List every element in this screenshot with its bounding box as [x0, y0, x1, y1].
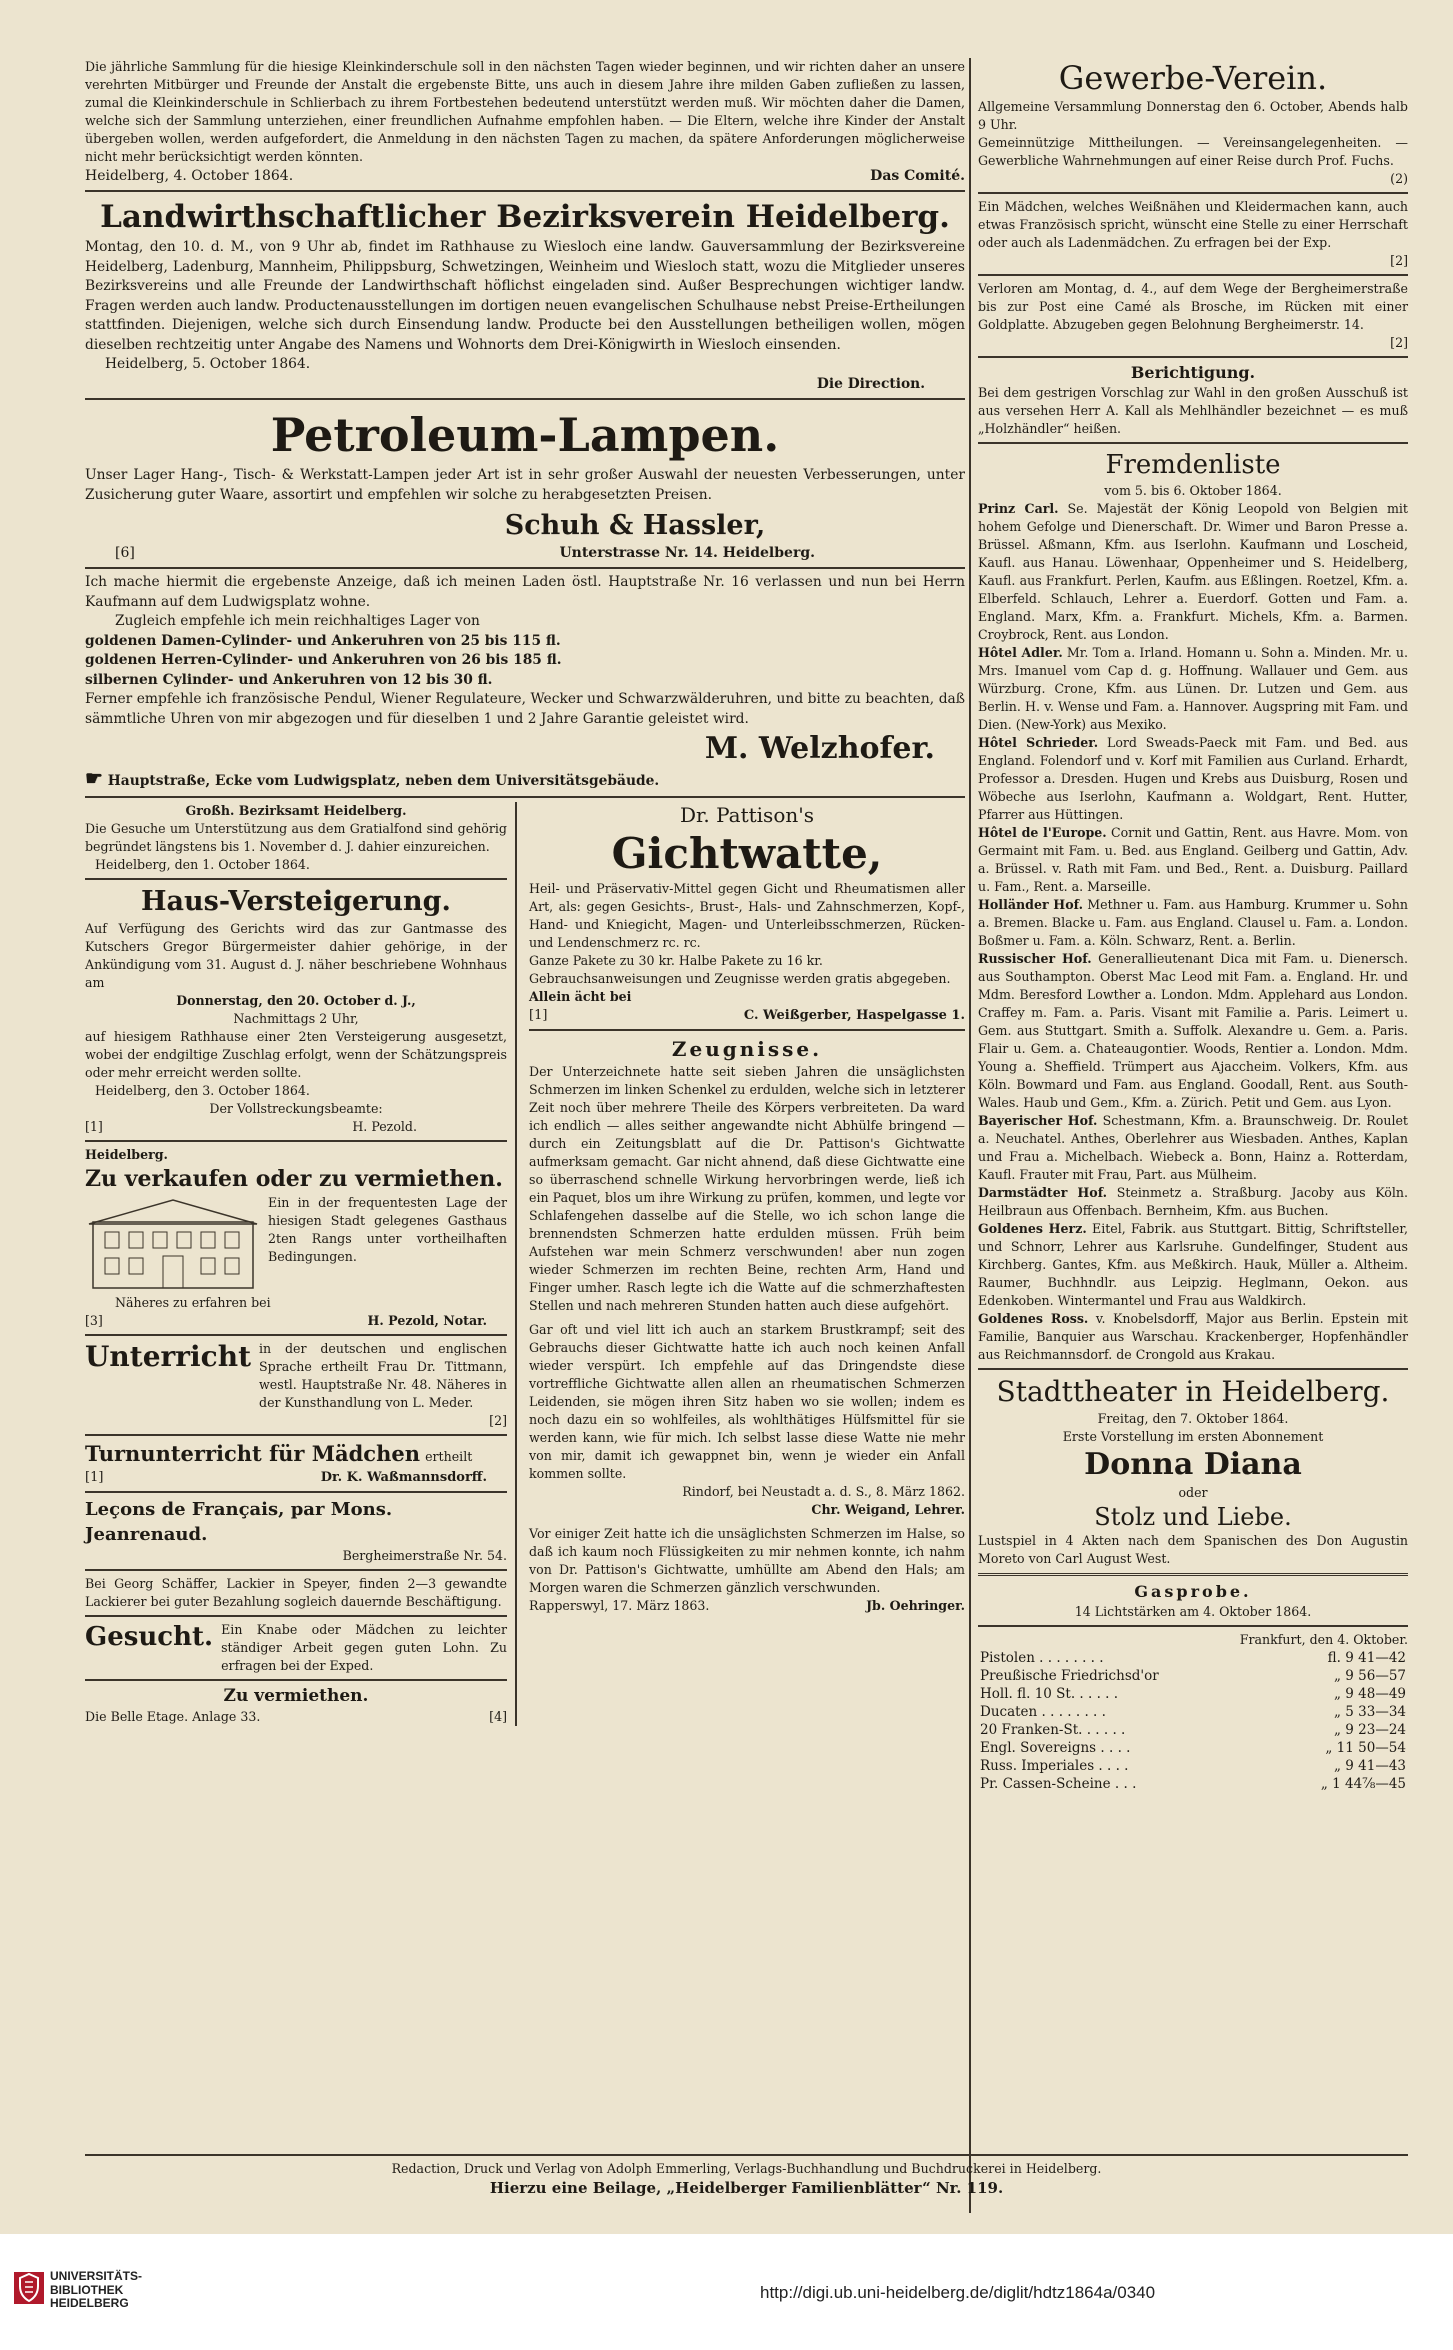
maedchen-text: Ein Mädchen, welches Weißnähen und Kleidermachen kann, auch etwas Französisch spricht, wünscht eine Stelle zu einer Herrschaft oder auch als Ladenmädchen. Zu erfragen bei der Exp.: [978, 199, 1408, 250]
haus-name: H. Pezold.: [352, 1118, 417, 1134]
landwirth-date: Heidelberg, 5. October 1864.: [105, 356, 311, 372]
library-footer: [0, 2234, 1453, 2350]
stadttheater: [978, 1374, 1408, 1568]
petroleum-title: Petroleum-Lampen.: [270, 408, 780, 462]
pointing-hand-icon: ☛: [85, 766, 103, 790]
bezirksamt-date: Heidelberg, den 1. October 1864.: [95, 856, 310, 872]
maedchen-ad: [978, 198, 1408, 270]
imprint: Redaction, Druck und Verlag von Adolph Emmerling, Verlags-Buchhandlung und Buchdruckerei in Heidelberg.: [391, 2161, 1102, 2176]
landwirth-signature: Die Direction.: [816, 375, 925, 392]
landwirth-notice: [85, 196, 965, 394]
pattison-ad: [529, 802, 965, 1025]
landwirth-text: Montag, den 10. d. M., von 9 Uhr ab, findet im Rathhause zu Wiesloch eine landw. Gauversammlung der Bezirksvereine Heidelberg, Ladenburg, Mannheim, Philippsburg, Schwetzingen, Weinheim und Wiesloch statt, wozu die Mitglieder unseres Bezirksvereins und alle Freunde der Landwirthschaft höflichst eingeladen sind. Außer Besprechungen wichtiger landw. Fragen werden auch landw. Productenausstellungen im dortigen neuen evangelischen Schulhause nebst Preise-Ertheilungen stattfinden. Diejenigen, welche sich durch Einsendung landw. Producte bei den Ausstellungen betheiligen wollen, mögen dieselben rechtzeitig unter Angabe des Namens und Wohnorts dem Drei-Königwirth in Wiesloch einsenden.: [85, 239, 965, 353]
kleinkinderschule-text: Die jährliche Sammlung für die hiesige Kleinkinderschule soll in den nächsten Tagen wieder beginnen, und wir richten daher an unsere verehrten Mitbürger und Freunde der Anstalt die ergebenste Bitte, uns auch in diesem Jahre ihre milden Gaben zufließen zu lassen, zumal die Kleinkinderschule in Schlierbach zu ihrem Fortbestehen bedeutend unterstützt werden muß. Wir möchten daher die Damen, welche sich der Sammlung unterziehen, einer freundlichen Aufnahme empfohlen haben. — Die Eltern, welche ihre Kinder der Anstalt übergeben wollen, werden aufgefordert, die Anmeldung in den nächsten Tagen zu machen, da spätere Anforderungen möglicherweise nicht mehr berücksichtigt werden könnten.: [85, 59, 965, 164]
haus-num: [1]: [85, 1118, 103, 1134]
haus-text: Auf Verfügung des Gerichts wird das zur Gantmasse des Kutschers Gregor Bürgermeister dahier gehörige, in der Ankündigung vom 31. August d. J. näher beschriebene Wohnhaus am: [85, 920, 507, 990]
gasprobe: [978, 1581, 1408, 1621]
table-row: Preußische Friedrichsd'or „ 9 56—57: [980, 1668, 1406, 1684]
verloren-ad: [978, 280, 1408, 352]
haus-text-2: auf hiesigem Rathhause einer 2ten Versteigerung ausgesetzt, wobei der endgiltige Zuschlag erfolgt, wenn der Schätzungspreis oder mehr erreicht werden sollte.: [85, 1028, 507, 1080]
berichtigung-text: Bei dem gestrigen Vorschlag zur Wahl in den großen Ausschuß ist aus versehen Herr A. Kall als Mehlhändler bezeichnet — es muß „Holzhändler“ heißen.: [978, 385, 1408, 436]
maedchen-num: [2]: [1390, 253, 1408, 268]
gasthaus-num: [3]: [85, 1312, 103, 1328]
pattison-num: [1]: [529, 1007, 548, 1023]
fremdenliste-entries: [978, 500, 1408, 1364]
pattison-text: Heil- und Präservativ-Mittel gegen Gicht und Rheumatismen aller Art, als: gegen Gesichts-, Brust-, Hals- und Zahnschmerzen, Kopf-, Hand- und Kniegicht, Magen- und Unterleibsschmerzen, Rücken- und Lendenschmerz rc. rc.: [529, 880, 965, 950]
source-url-link[interactable]: http://digi.ub.uni-heidelberg.de/diglit/hdtz1864a/0340: [760, 2283, 1156, 2302]
unterricht-num: [2]: [489, 1412, 507, 1428]
schaeffer-ad: Bei Georg Schäffer, Lackier in Speyer, finden 2—3 gewandte Lackierer bei guter Bezahlung sogleich dauernde Beschäftigung.: [85, 1575, 507, 1609]
small-ads-column: [85, 802, 517, 1726]
haus-date: Donnerstag, den 20. October d. J.,: [176, 992, 416, 1008]
table-row: Holl. fl. 10 St. . . . . . „ 9 48—49: [980, 1686, 1406, 1702]
gasthaus-text: Ein in der frequentesten Lage der hiesigen Stadt gelegenes Gasthaus 2ten Rangs unter vortheilhaften Bedingungen.: [268, 1194, 507, 1264]
theater-play: Donna Diana: [1084, 1447, 1302, 1482]
left-column: [85, 58, 965, 1726]
bezirksamt-title: Großh. Bezirksamt Heidelberg.: [185, 802, 407, 818]
gichtwatte-column: [517, 802, 965, 1726]
lecons-address: Bergheimerstraße Nr. 54.: [342, 1547, 507, 1563]
vermiethen-ad: [85, 1685, 507, 1726]
vermiethen-title: Zu vermiethen.: [223, 1685, 369, 1706]
petroleum-text: Unser Lager Hang-, Tisch- & Werkstatt-Lampen jeder Art ist in sehr großer Auswahl der neuesten Verbesserungen, unter Zusicherung guter Waare, assortirt und empfehlen wir solche zu herabgesetzten Preisen.: [85, 467, 965, 503]
verloren-num: [2]: [1390, 335, 1408, 350]
gesucht-title: Gesucht.: [85, 1621, 214, 1652]
gasthaus-text-2: Näheres zu erfahren bei: [115, 1294, 271, 1310]
verloren-text: Verloren am Montag, d. 4., auf dem Wege der Bergheimerstraße bis zur Post eine Camé als Brosche, im Rücken mit einer Goldplatte. Abzugeben gegen Belohnung Bergheimerstr. 14.: [978, 281, 1408, 332]
pattison-title: Gichtwatte,: [611, 828, 883, 878]
bezirksamt-notice: [85, 802, 507, 874]
table-row: 20 Franken-St. . . . . . „ 9 23—24: [980, 1722, 1406, 1738]
haus-time: Nachmittags 2 Uhr,: [233, 1010, 359, 1026]
theater-oder: oder: [1178, 1485, 1208, 1500]
haus-versteigerung: [85, 884, 507, 1136]
column-divider: [969, 58, 971, 2213]
unterricht-title: Unterricht: [85, 1339, 252, 1373]
bezirksamt-text: Die Gesuche um Unterstützung aus dem Gratialfond sind gehörig begründet längstens bis 1. November d. J. dahier einzureichen.: [85, 820, 507, 854]
zeugnis-2-place: Rindorf, bei Neustadt a. d. S., 8. März 1862.: [682, 1483, 965, 1499]
pattison-gebrauch: Gebrauchsanweisungen und Zeugnisse werden gratis abgegeben.: [529, 970, 951, 986]
fremden-entry: Hôtel Adler. Mr. Tom a. Irland. Homann u. Sohn a. Minden. Mr. u. Mrs. Imanuel vom Cap d. g. Hoffnung. Wallauer und Gem. aus Würzburg. Crone, Kfm. aus Lünen. Dr. Lutzen und Gem. aus Berlin. H. v. Wense und Fam. a. Hannover. Augspring mit Fam. und Dien. (New-York) aus Mexiko.: [978, 645, 1408, 732]
petroleum-address: Unterstrasse Nr. 14. Heidelberg.: [559, 545, 815, 561]
table-row: Engl. Sovereigns . . . . „ 11 50—54: [980, 1740, 1406, 1756]
two-column-section: [85, 802, 965, 1726]
gasthaus-sale: [85, 1146, 507, 1330]
zeugnis-2: Gar oft und viel litt ich auch an starkem Brustkrampf; seit des Gebrauchs dieser Gichtwatte hatte ich auch noch keinen Anfall wieder verspürt. Ich empfehle auf das Dringendste diese vortreffliche Gichtwatte allen allen an rheumatischen Schmerzen Leidenden, sie mögen ihren Sitz haben wo sie wollen; indem es noch dazu ein so wohlfeiles, als wohlthätiges Hülfsmittel für sie werden kann, wie für mich. Ich selbst lasse diese Watte nie mehr von mir, damit ich gewappnet bin, wenn je wieder ein Anfall kommen sollte.: [529, 1321, 965, 1481]
vermiethen-num: [4]: [489, 1708, 507, 1724]
gasthaus-place: Heidelberg.: [85, 1146, 168, 1162]
turn-tail: ertheilt: [425, 1448, 473, 1464]
theater-desc: Lustspiel in 4 Akten nach dem Spanischen des Don Augustin Moreto von Carl August West.: [978, 1533, 1408, 1566]
theater-abo: Erste Vorstellung im ersten Abonnement: [1062, 1429, 1324, 1444]
geldkurse: [978, 1631, 1408, 1793]
gasprobe-title: Gasprobe.: [1134, 1582, 1252, 1601]
zeugnis-3-place: Rapperswyl, 17. März 1863.: [529, 1597, 710, 1613]
zeugnis-1: Der Unterzeichnete hatte seit sieben Jahren die unsäglichsten Schmerzen im linken Schenkel zu erdulden, welche sich in letzterer Zeit noch über mehrere Theile des Körpers verbreiteten. Da ward ich endlich — alles seither angewandte nicht Abhülfe bringend — durch ein Zeitungsblatt auf die Dr. Pattison's Gichtwatte aufmerksam gemacht. Gar nicht ahnend, daß diese Gichtwatte eine so überraschend schnelle Wirkung hervorbringen werde, ließ ich ein Paquet, blos um ihre Wirkung zu prüfen, kommen, und legte vor Schlafengehen dasselbe auf die Stelle, wo ich schon lange die brennendsten Schmerzen hatte erdulden müssen. Früh beim Aufstehen war mein Schmerz verschwunden! aber nun zogen wieder Schmerzen im rechten Beine, rechten Arm, Hand und Finger umher. Rasch legte ich die Watte auf die schmerzhaftesten Stellen und nach mehreren Stunden hatten auch diese aufgehört.: [529, 1063, 965, 1313]
theater-sub: Stolz und Liebe.: [1094, 1503, 1292, 1531]
fremden-entry: Goldenes Ross. v. Knobelsdorff, Major aus Berlin. Epstein mit Familie, Banquier aus Warschau. Krackenberger, Hopfenhändler aus Reichmannsdorf. de Crongold aus Krakau.: [978, 1311, 1408, 1362]
petroleum-ad: [85, 404, 965, 563]
vermiethen-text: Die Belle Etage. Anlage 33.: [85, 1708, 261, 1724]
gasthaus-name: H. Pezold, Notar.: [367, 1312, 487, 1328]
zeugnis-3: Vor einiger Zeit hatte ich die unsäglichsten Schmerzen im Halse, so daß ich kaum noch Flüssigkeiten zu mir nehmen konnte, ich nahm von Dr. Pattison's Gichtwatte, umhüllte am Abend den Hals; am Morgen waren die Schmerzen gänzlich verschwunden.: [529, 1525, 965, 1595]
fremdenliste: [978, 448, 1408, 1364]
unterricht-text: in der deutschen und englischen Sprache ertheilt Frau Dr. Tittmann, westl. Hauptstraße Nr. 48. Näheres in der Kunsthandlung von L. Meder.: [259, 1340, 507, 1410]
berichtigung: [978, 362, 1408, 438]
fremdenliste-title: Fremdenliste: [1105, 450, 1281, 480]
welzhofer-name: M. Welzhofer.: [704, 731, 935, 766]
lecons-ad: [85, 1497, 507, 1565]
fremden-entry: Bayerischer Hof. Schestmann, Kfm. a. Braunschweig. Dr. Roulet a. Neuchatel. Anthes, Oberlehrer aus Wiesbaden. Anthes, Kaplan und Frau a. Michelbach. Wiebeck a. Bonn, Hainz a. Rotterdam, Kaufl. Frauter mit Frau, Part. aus Mülheim.: [978, 1113, 1408, 1182]
gesucht-text: Ein Knabe oder Mädchen zu leichter ständiger Arbeit gegen guten Lohn. Zu erfragen bei der Exped.: [221, 1621, 507, 1673]
haus-place-date: Heidelberg, den 3. October 1864.: [95, 1082, 310, 1098]
haus-title: Haus-Versteigerung.: [141, 885, 451, 917]
pattison-price: Ganze Pakete zu 30 kr. Halbe Pakete zu 16 kr.: [529, 952, 823, 968]
zeugnisse: [529, 1035, 965, 1615]
welzhofer-ad: [85, 573, 965, 792]
fremden-entry: Goldenes Herz. Eitel, Fabrik. aus Stuttgart. Bittig, Schriftsteller, und Schnorr, Lehrer aus Karlsruhe. Gundelfinger, Student aus Kirchberg. Gantes, Kfm. aus Meßkirch. Hauk, Müller a. Altheim. Raumer, Buchhndlr. aus Leipzig. Heglmann, Oekon. aus Edenkoben. Wintermantel und Frau aus Waldkirch.: [978, 1221, 1408, 1308]
kleinkinderschule-signature: Das Comité.: [870, 168, 965, 184]
welzhofer-text-2: Zugleich empfehle ich mein reichhaltiges Lager von: [115, 613, 480, 629]
welzhofer-line-2: goldenen Herren-Cylinder- und Ankeruhren von 26 bis 185 fl.: [85, 652, 562, 668]
right-column: [978, 58, 1408, 1793]
table-row: Pistolen . . . . . . . . fl. 9 41—42: [980, 1650, 1406, 1666]
pattison-heading: Dr. Pattison's: [679, 802, 814, 827]
gasthaus-title: Zu verkaufen oder zu vermiethen.: [85, 1165, 503, 1192]
fremdenliste-sub: vom 5. bis 6. Oktober 1864.: [1104, 483, 1282, 498]
gasthaus-illustration: [85, 1194, 260, 1294]
table-row: Russ. Imperiales . . . . „ 9 41—43: [980, 1758, 1406, 1774]
berichtigung-title: Berichtigung.: [1130, 363, 1256, 382]
gewerbe-text: Allgemeine Versammlung Donnerstag den 6. October, Abends halb 9 Uhr.: [978, 99, 1408, 132]
kleinkinderschule-notice: [85, 58, 965, 186]
imprint-block: [85, 2150, 1408, 2199]
haus-beamter: Der Vollstreckungsbeamte:: [209, 1100, 383, 1116]
fremden-entry: Russischer Hof. Generallieutenant Dica mit Fam. u. Dienersch. aus Southampton. Oberst Mac Leod mit Fam. a. England. Hr. und Mdm. Beresford Lowther a. London. Mdm. Applehard aus London. Craffey m. Fam. a. Paris. Visant mit Familie a. Paris. Leimert u. Gem. aus Stuttgart. Smith a. Suffolk. Alexandre u. Gem. a. Paris. Flair u. Gem. a. Chateaugontier. Woods, Rentier a. London. Mdm. Young a. Sheffield. Trümpert aus Ajaccheim. Volkers, Kfm. aus Köln. Bowmard und Fam. aus England. Goodall, Rent. aus South-Wales. Haub und Gem., Kfm. a. Zürich. Petit und Gem. aus Lyon.: [978, 951, 1408, 1110]
gasprobe-text: 14 Lichtstärken am 4. Oktober 1864.: [1074, 1604, 1312, 1619]
lecons-title: Leçons de Français, par Mons. Jeanrenaud.: [85, 1498, 393, 1545]
table-row: Ducaten . . . . . . . . „ 5 33—34: [980, 1704, 1406, 1720]
turnunterricht-ad: [85, 1440, 507, 1487]
fremden-entry: Darmstädter Hof. Steinmetz a. Straßburg. Jacoby aus Köln. Heilbraun aus Offenbach. Bernheim, Kfm. aus Buchen.: [978, 1185, 1409, 1218]
fremden-entry: Holländer Hof. Methner u. Fam. aus Hamburg. Krummer u. Sohn a. Bremen. Blacke u. Fam. aus England. Clausel u. Fam. a. London. Boßmer u. Fam. a. Köln. Schwarz, Rent. a. Berlin.: [978, 897, 1408, 948]
gewerbe-text-2: Gemeinnützige Mittheilungen. — Vereinsangelegenheiten. — Gewerbliche Wahrnehmungen auf einer Reise durch Prof. Fuchs.: [978, 135, 1408, 168]
welzhofer-address: Hauptstraße, Ecke vom Ludwigsplatz, neben dem Universitätsgebäude.: [107, 773, 660, 789]
welzhofer-line-1: goldenen Damen-Cylinder- und Ankeruhren von 25 bis 115 fl.: [85, 632, 561, 649]
turn-title: Turnunterricht für Mädchen: [85, 1440, 420, 1466]
kurse-header: Frankfurt, den 4. Oktober.: [1239, 1632, 1408, 1647]
petroleum-num: [6]: [115, 545, 135, 561]
fremden-entry: Hôtel de l'Europe. Cornit und Gattin, Rent. aus Havre. Mom. von Germaint mit Fam. u. Bed. aus England. Geilberg und Gattin, Adv. a. Brüssel. v. Rath mit Fam. und Bed., Rent. a. Duisburg. Paillard u. Fam., Rent. a. Marseille.: [978, 825, 1408, 894]
welzhofer-text-3: Ferner empfehle ich französische Pendul, Wiener Regulateure, Wecker und Schwarzwälderuhren, und bitte zu beachten, daß sämmtliche Uhren von mir abgezogen und für dieselben 1 und 2 Jahre Garantie geleistet wird.: [85, 691, 965, 727]
kleinkinderschule-date: Heidelberg, 4. October 1864.: [85, 168, 294, 184]
landwirth-title: Landwirthschaftlicher Bezirksverein Heidelberg.: [100, 199, 950, 235]
kurse-table: [978, 1649, 1408, 1793]
fremden-entry: Prinz Carl. Se. Majestät der König Leopold von Belgien mit hohem Gefolge und Dienerschaft. Dr. Wimer und Baron Presse a. Brüssel. Aßmann, Kfm. aus Iserlohn. Kaufmann und Loscheid, Kaufl. aus Hanau. Löwenhaar, Oppenheimer und S. Heidelberg, Kaufl. aus Frankfurt. Perlen, Kaufm. aus Eßlingen. Roetzel, Kfm. a. Elberfeld. Schlauch, Lehrer a. Euerdorf. Gotten und Fam. a. England. Marx, Kfm. a. Frankfurt. Michels, Kfm. a. Barmen. Croybrock, Rent. aus London.: [978, 501, 1408, 642]
gewerbe-verein: [978, 58, 1408, 188]
gewerbe-num: (2): [1390, 171, 1408, 186]
fremden-entry: Hôtel Schrieder. Lord Sweads-Paeck mit Fam. und Bed. aus England. Folendorf und v. Korf mit Familien aus Curland. Erhardt, Professor a. Dresden. Hugen und Krebs aus Duisburg, Rosen und Wöbeche aus Iserlohn, Kaufmann a. Woldgart, Rent. Hutter, Pfarrer aus Hüttingen.: [978, 735, 1408, 822]
welzhofer-line-3: silbernen Cylinder- und Ankeruhren von 12 bis 30 fl.: [85, 671, 493, 688]
table-row: Pr. Cassen-Scheine . . . „ 1 44⅞—45: [980, 1776, 1406, 1792]
zeugnis-3-name: Jb. Oehringer.: [866, 1597, 965, 1613]
library-name: UNIVERSITÄTS- BIBLIOTHEK HEIDELBERG: [50, 2269, 143, 2310]
theater-date: Freitag, den 7. Oktober 1864.: [1097, 1411, 1289, 1426]
welzhofer-text-1: Ich mache hiermit die ergebenste Anzeige, daß ich meinen Laden östl. Hauptstraße Nr. 16 verlassen und nun bei Herrn Kaufmann auf dem Ludwigsplatz wohne.: [85, 574, 965, 610]
turn-name: Dr. K. Waßmannsdorff.: [320, 1469, 487, 1485]
library-logo-icon: [14, 2272, 44, 2304]
pattison-dealer: C. Weißgerber, Haspelgasse 1.: [743, 1007, 965, 1023]
theater-title: Stadttheater in Heidelberg.: [996, 1375, 1390, 1408]
zeugnisse-title: Zeugnisse.: [671, 1036, 823, 1061]
petroleum-firm: Schuh & Hassler,: [504, 510, 766, 541]
turn-num: [1]: [85, 1469, 104, 1485]
gewerbe-title: Gewerbe-Verein.: [1058, 59, 1328, 97]
zeugnis-2-name: Chr. Weigand, Lehrer.: [811, 1501, 965, 1517]
gesucht-ad: [85, 1621, 507, 1675]
pattison-allein: Allein ächt bei: [529, 988, 632, 1004]
unterricht-ad: [85, 1340, 507, 1430]
beilage-note: Hierzu eine Beilage, „Heidelberger Familienblätter“ Nr. 119.: [489, 2179, 1004, 2197]
